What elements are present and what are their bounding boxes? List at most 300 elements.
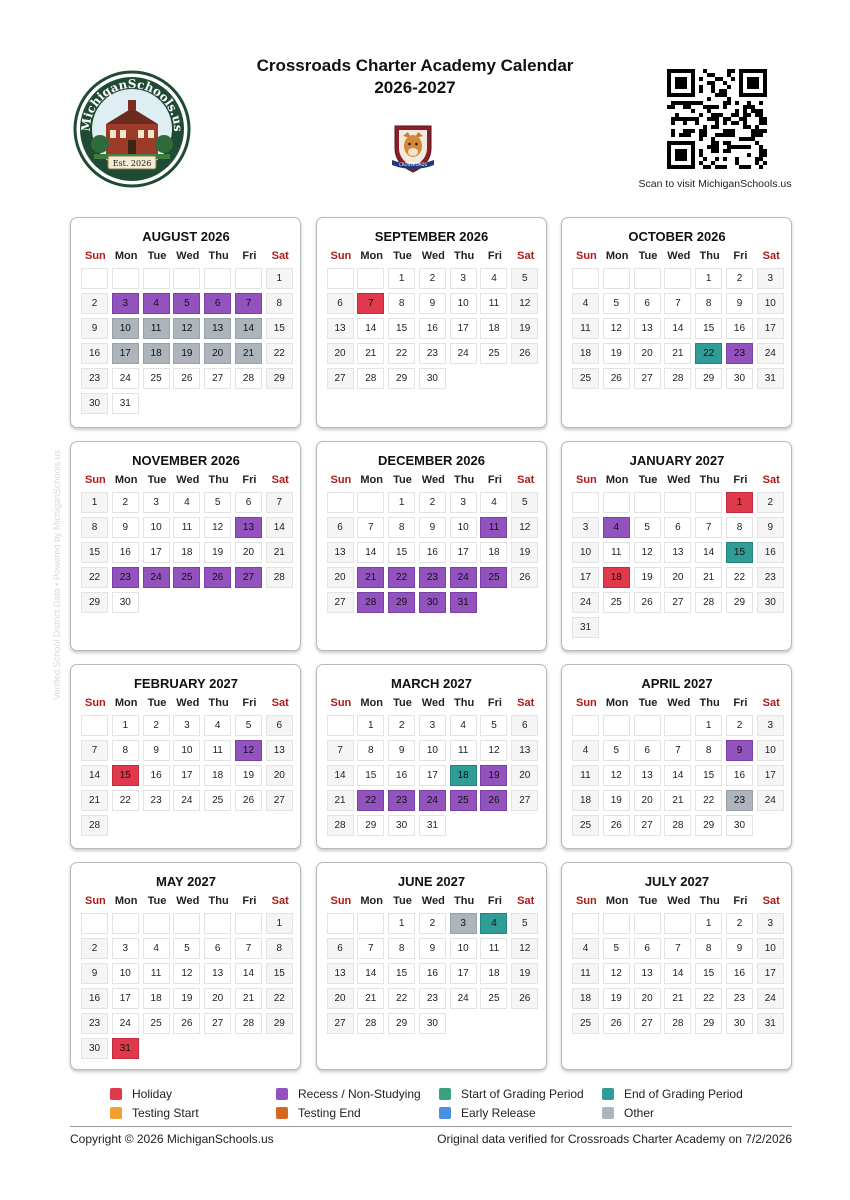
empty-day-cell (327, 913, 354, 934)
weekday-label: Mon (360, 474, 383, 486)
weekday-label: Mon (360, 697, 383, 709)
day-cell: 8 (388, 938, 415, 959)
day-cell: 19 (511, 318, 538, 339)
day-cell: 19 (603, 343, 630, 364)
day-cell: 5 (235, 715, 262, 736)
legend-swatch (602, 1088, 614, 1100)
day-cell: 6 (634, 293, 661, 314)
logo-est: Est. 2026 (112, 159, 152, 168)
day-cell: 24 (173, 790, 200, 811)
weekday-label: Mon (114, 895, 138, 907)
weekday-label: Tue (147, 697, 167, 709)
day-cell: 6 (664, 517, 691, 538)
day-cell: 7 (81, 740, 108, 761)
weekday-label: Thu (454, 895, 475, 907)
weekday-label: Sat (517, 250, 535, 262)
day-cell: 13 (235, 517, 262, 538)
empty-day-cell (572, 268, 599, 289)
day-cell: 3 (173, 715, 200, 736)
weekday-label: Fri (487, 250, 502, 262)
day-cell: 6 (327, 517, 354, 538)
day-cell: 9 (112, 517, 139, 538)
day-cell: 28 (357, 1013, 384, 1034)
day-cell: 11 (480, 517, 507, 538)
weekday-label: Fri (733, 895, 748, 907)
day-cell: 19 (603, 988, 630, 1009)
day-cell: 26 (511, 343, 538, 364)
day-cell: 7 (664, 740, 691, 761)
empty-day-cell (664, 268, 691, 289)
day-cell: 3 (757, 268, 784, 289)
qr-code[interactable] (666, 68, 768, 170)
day-cell: 25 (572, 815, 599, 836)
day-cell: 27 (327, 592, 354, 613)
day-cell: 12 (603, 963, 630, 984)
day-grid (80, 713, 292, 838)
day-cell: 24 (112, 368, 139, 389)
day-cell: 5 (511, 268, 538, 289)
month-title: MARCH 2027 (391, 676, 472, 691)
day-cell: 20 (664, 567, 691, 588)
empty-day-cell (357, 913, 384, 934)
day-cell: 20 (235, 542, 262, 563)
day-cell: 14 (664, 318, 691, 339)
empty-day-cell (603, 715, 630, 736)
day-cell: 17 (450, 318, 477, 339)
day-cell: 12 (173, 963, 200, 984)
weekday-label: Sat (517, 474, 535, 486)
weekday-label: Tue (147, 250, 167, 262)
day-cell: 2 (112, 492, 139, 513)
day-cell: 14 (235, 963, 262, 984)
weekday-label: Tue (638, 895, 658, 907)
day-cell: 3 (450, 913, 477, 934)
day-cell: 5 (511, 913, 538, 934)
day-cell: 10 (143, 517, 170, 538)
weekday-label: Sat (517, 697, 535, 709)
day-cell: 18 (572, 343, 599, 364)
day-cell: 20 (204, 988, 231, 1009)
day-cell: 2 (388, 715, 415, 736)
weekday-label: Sun (85, 895, 106, 907)
weekday-header-row (80, 246, 292, 266)
legend-swatch (602, 1107, 614, 1119)
day-cell: 23 (726, 790, 753, 811)
day-cell: 30 (419, 1013, 446, 1034)
legend-label: Other (624, 1106, 655, 1120)
day-cell: 15 (357, 765, 384, 786)
day-cell: 5 (173, 293, 200, 314)
weekday-header-row (571, 891, 783, 911)
day-cell: 26 (603, 368, 630, 389)
day-cell: 29 (695, 1013, 722, 1034)
empty-day-cell (572, 492, 599, 513)
day-cell: 16 (726, 765, 753, 786)
day-cell: 15 (388, 963, 415, 984)
empty-day-cell (603, 492, 630, 513)
weekday-label: Thu (208, 697, 229, 709)
day-cell: 13 (327, 542, 354, 563)
empty-day-cell (173, 913, 200, 934)
empty-day-cell (572, 913, 599, 934)
empty-day-cell (357, 268, 384, 289)
day-cell: 5 (603, 740, 630, 761)
qr-caption: Scan to visit MichiganSchools.us (638, 178, 792, 190)
day-cell: 1 (388, 268, 415, 289)
day-cell: 10 (757, 938, 784, 959)
day-cell: 21 (664, 988, 691, 1009)
day-cell: 3 (757, 715, 784, 736)
day-cell: 22 (266, 343, 293, 364)
day-cell: 14 (81, 765, 108, 786)
empty-day-cell (603, 913, 630, 934)
day-cell: 26 (603, 815, 630, 836)
day-cell: 10 (757, 740, 784, 761)
day-grid (571, 713, 783, 838)
weekday-label: Sun (330, 250, 352, 262)
day-cell: 21 (357, 343, 384, 364)
empty-day-cell (112, 913, 139, 934)
day-cell: 9 (388, 740, 415, 761)
weekday-label: Wed (176, 474, 200, 486)
day-cell: 8 (695, 293, 722, 314)
day-cell: 30 (388, 815, 415, 836)
day-cell: 8 (695, 938, 722, 959)
day-cell: 20 (266, 765, 293, 786)
day-cell: 24 (757, 988, 784, 1009)
weekday-label: Sun (85, 474, 106, 486)
weekday-label: Tue (393, 697, 412, 709)
school-mascot-logo (389, 122, 437, 174)
day-cell: 2 (726, 715, 753, 736)
day-cell: 29 (695, 368, 722, 389)
day-cell: 24 (450, 343, 477, 364)
day-cell: 22 (695, 988, 722, 1009)
logo-text: MichiganSchools.us (78, 76, 186, 133)
day-cell: 23 (419, 567, 446, 588)
weekday-label: Fri (242, 474, 257, 486)
day-cell: 27 (511, 790, 538, 811)
empty-day-cell (327, 715, 354, 736)
day-cell: 16 (81, 343, 108, 364)
day-cell: 7 (357, 938, 384, 959)
day-grid (571, 266, 783, 391)
day-cell: 13 (634, 318, 661, 339)
day-cell: 5 (480, 715, 507, 736)
weekday-label: Tue (393, 895, 412, 907)
empty-day-cell (327, 492, 354, 513)
day-cell: 6 (634, 740, 661, 761)
day-cell: 2 (726, 913, 753, 934)
day-cell: 7 (695, 517, 722, 538)
day-cell: 6 (266, 715, 293, 736)
day-cell: 9 (81, 318, 108, 339)
day-cell: 15 (695, 765, 722, 786)
day-cell: 27 (634, 1013, 661, 1034)
month-card (316, 217, 547, 428)
legend-swatch (439, 1107, 451, 1119)
weekday-label: Sun (330, 474, 352, 486)
day-cell: 10 (450, 293, 477, 314)
day-cell: 9 (81, 963, 108, 984)
day-cell: 14 (357, 318, 384, 339)
day-cell: 11 (572, 765, 599, 786)
month-card (70, 862, 301, 1070)
day-cell: 9 (757, 517, 784, 538)
day-cell: 25 (603, 592, 630, 613)
day-cell: 13 (204, 963, 231, 984)
weekday-label: Sat (271, 895, 289, 907)
day-cell: 28 (664, 815, 691, 836)
day-cell: 22 (388, 343, 415, 364)
day-cell: 15 (388, 318, 415, 339)
day-cell: 21 (357, 988, 384, 1009)
weekday-label: Wed (667, 474, 691, 486)
weekday-label: Mon (605, 895, 629, 907)
day-cell: 28 (235, 1013, 262, 1034)
day-cell: 28 (357, 592, 384, 613)
day-cell: 28 (81, 815, 108, 836)
day-cell: 16 (726, 963, 753, 984)
day-cell: 18 (603, 567, 630, 588)
day-cell: 20 (327, 567, 354, 588)
day-cell: 4 (572, 938, 599, 959)
day-cell: 13 (204, 318, 231, 339)
weekday-label: Mon (360, 250, 383, 262)
weekday-label: Fri (242, 250, 257, 262)
day-cell: 22 (81, 567, 108, 588)
day-cell: 23 (143, 790, 170, 811)
day-cell: 29 (388, 592, 415, 613)
weekday-label: Mon (114, 697, 138, 709)
day-cell: 27 (235, 567, 262, 588)
day-cell: 23 (388, 790, 415, 811)
legend-label: Testing Start (132, 1106, 199, 1120)
day-cell: 2 (419, 492, 446, 513)
day-cell: 26 (235, 790, 262, 811)
weekday-label: Fri (487, 895, 502, 907)
day-cell: 3 (450, 492, 477, 513)
day-cell: 2 (81, 938, 108, 959)
day-cell: 15 (695, 318, 722, 339)
day-cell: 24 (757, 343, 784, 364)
day-cell: 17 (173, 765, 200, 786)
weekday-label: Sat (762, 474, 780, 486)
day-cell: 25 (450, 790, 477, 811)
month-card (316, 862, 547, 1070)
day-cell: 15 (266, 963, 293, 984)
page-subtitle: 2026-2027 (374, 78, 456, 97)
day-cell: 15 (81, 542, 108, 563)
footer-copyright: Copyright © 2026 MichiganSchools.us (70, 1132, 274, 1146)
day-cell: 4 (480, 268, 507, 289)
day-cell: 1 (388, 492, 415, 513)
day-cell: 16 (419, 963, 446, 984)
weekday-label: Tue (638, 250, 658, 262)
empty-day-cell (603, 268, 630, 289)
day-cell: 30 (112, 592, 139, 613)
day-cell: 17 (112, 988, 139, 1009)
day-cell: 12 (511, 938, 538, 959)
day-cell: 1 (695, 913, 722, 934)
day-cell: 18 (572, 988, 599, 1009)
day-cell: 1 (357, 715, 384, 736)
month-card (70, 441, 301, 651)
month-card (70, 664, 301, 849)
day-cell: 7 (357, 517, 384, 538)
day-cell: 9 (726, 740, 753, 761)
day-cell: 21 (357, 567, 384, 588)
day-cell: 2 (757, 492, 784, 513)
day-cell: 27 (664, 592, 691, 613)
weekday-header-row (326, 693, 538, 713)
day-cell: 14 (327, 765, 354, 786)
day-cell: 17 (757, 765, 784, 786)
day-cell: 28 (327, 815, 354, 836)
weekday-label: Thu (454, 474, 475, 486)
day-cell: 3 (572, 517, 599, 538)
weekday-label: Sat (762, 697, 780, 709)
day-cell: 27 (327, 1013, 354, 1034)
day-cell: 10 (173, 740, 200, 761)
day-cell: 22 (695, 790, 722, 811)
day-cell: 10 (112, 963, 139, 984)
day-cell: 12 (235, 740, 262, 761)
day-cell: 30 (726, 1013, 753, 1034)
day-cell: 6 (235, 492, 262, 513)
weekday-label: Thu (208, 250, 229, 262)
day-cell: 11 (143, 963, 170, 984)
day-cell: 12 (480, 740, 507, 761)
legend-label: End of Grading Period (624, 1087, 743, 1101)
day-cell: 19 (511, 963, 538, 984)
day-cell: 5 (634, 517, 661, 538)
legend-swatch (110, 1088, 122, 1100)
day-cell: 14 (664, 963, 691, 984)
month-title: APRIL 2027 (641, 676, 713, 691)
weekday-label: Tue (393, 250, 412, 262)
day-cell: 13 (634, 963, 661, 984)
weekday-label: Tue (147, 895, 167, 907)
month-card (561, 862, 792, 1070)
day-cell: 26 (173, 368, 200, 389)
day-cell: 21 (81, 790, 108, 811)
weekday-header-row (571, 693, 783, 713)
day-cell: 4 (603, 517, 630, 538)
day-cell: 6 (204, 293, 231, 314)
day-cell: 19 (480, 765, 507, 786)
weekday-label: Wed (421, 697, 445, 709)
day-cell: 19 (603, 790, 630, 811)
day-cell: 24 (450, 988, 477, 1009)
day-cell: 24 (112, 1013, 139, 1034)
weekday-label: Wed (667, 895, 691, 907)
day-cell: 16 (112, 542, 139, 563)
weekday-label: Thu (208, 895, 229, 907)
day-cell: 13 (511, 740, 538, 761)
day-grid (80, 911, 292, 1061)
empty-day-cell (664, 492, 691, 513)
day-cell: 2 (726, 268, 753, 289)
day-cell: 21 (266, 542, 293, 563)
day-cell: 13 (266, 740, 293, 761)
day-cell: 21 (695, 567, 722, 588)
weekday-label: Tue (147, 474, 167, 486)
day-cell: 25 (480, 988, 507, 1009)
empty-day-cell (634, 913, 661, 934)
day-cell: 19 (511, 542, 538, 563)
day-cell: 17 (757, 318, 784, 339)
empty-day-cell (112, 268, 139, 289)
weekday-label: Sun (330, 697, 352, 709)
footer-verified: Original data verified for Crossroads Charter Academy on 7/2/2026 (437, 1132, 792, 1146)
day-cell: 14 (357, 963, 384, 984)
day-cell: 15 (112, 765, 139, 786)
day-cell: 2 (81, 293, 108, 314)
day-cell: 16 (726, 318, 753, 339)
day-cell: 2 (419, 268, 446, 289)
day-cell: 5 (603, 938, 630, 959)
day-cell: 11 (450, 740, 477, 761)
legend-swatch (439, 1088, 451, 1100)
day-cell: 23 (757, 567, 784, 588)
day-cell: 24 (572, 592, 599, 613)
day-cell: 1 (695, 268, 722, 289)
day-cell: 11 (572, 318, 599, 339)
weekday-label: Sun (576, 697, 597, 709)
day-cell: 28 (357, 368, 384, 389)
day-cell: 18 (572, 790, 599, 811)
day-cell: 8 (266, 938, 293, 959)
empty-day-cell (235, 913, 262, 934)
empty-day-cell (634, 492, 661, 513)
empty-day-cell (143, 268, 170, 289)
weekday-label: Thu (454, 697, 475, 709)
day-cell: 6 (327, 293, 354, 314)
day-cell: 29 (81, 592, 108, 613)
day-cell: 24 (143, 567, 170, 588)
day-cell: 12 (511, 517, 538, 538)
day-cell: 28 (695, 592, 722, 613)
day-cell: 9 (143, 740, 170, 761)
day-cell: 25 (143, 1013, 170, 1034)
day-cell: 4 (572, 293, 599, 314)
day-cell: 8 (695, 740, 722, 761)
month-card (561, 441, 792, 651)
day-cell: 1 (81, 492, 108, 513)
day-cell: 7 (266, 492, 293, 513)
day-cell: 4 (173, 492, 200, 513)
weekday-header-row (80, 470, 292, 490)
day-cell: 3 (112, 293, 139, 314)
day-cell: 20 (634, 790, 661, 811)
day-cell: 3 (143, 492, 170, 513)
day-cell: 12 (603, 765, 630, 786)
day-cell: 5 (511, 492, 538, 513)
day-cell: 5 (603, 293, 630, 314)
day-cell: 14 (695, 542, 722, 563)
weekday-label: Thu (699, 250, 720, 262)
day-cell: 31 (572, 617, 599, 638)
day-cell: 31 (112, 393, 139, 414)
day-cell: 10 (572, 542, 599, 563)
empty-day-cell (81, 913, 108, 934)
day-cell: 8 (388, 517, 415, 538)
day-cell: 23 (112, 567, 139, 588)
day-cell: 10 (112, 318, 139, 339)
day-cell: 4 (143, 293, 170, 314)
day-cell: 14 (357, 542, 384, 563)
